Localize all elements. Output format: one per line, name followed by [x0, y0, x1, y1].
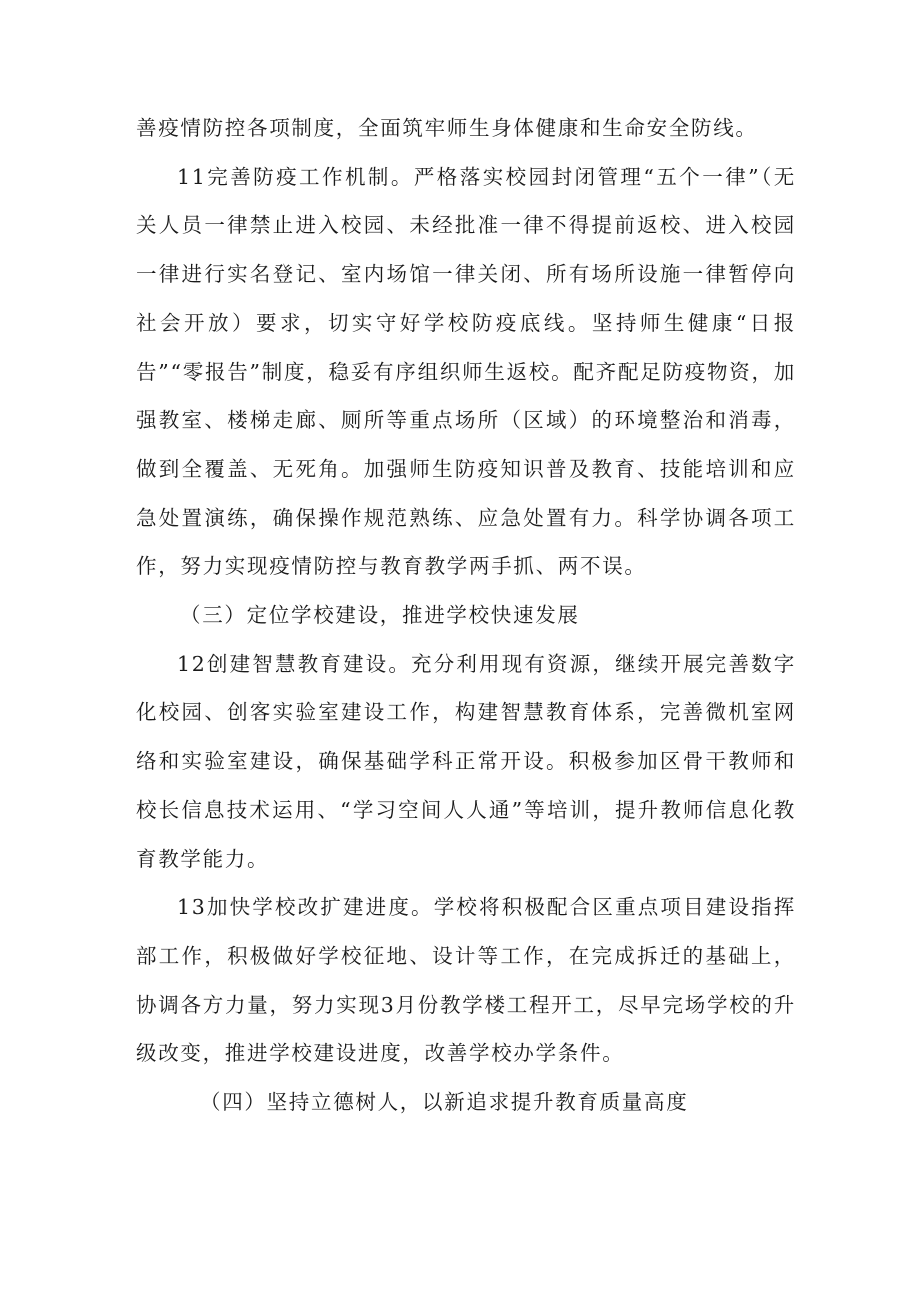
paragraph-item-12: 12创建智慧教育建设。充分利用现有资源，继续开展完善数字化校园、创客实验室建设工作，构建智慧教育体系，完善微机室网络和实验室建设，确保基础学科正常开设。积极参加区骨干教师和校长信息技术运用、“学习空间人人通”等培训，提升教师信息化教育教学能力。 [136, 651, 796, 871]
paragraph-item-13: 13加快学校改扩建进度。学校将积极配合区重点项目建设指挥部工作，积极做好学校征地、设计等工作，在完成拆迁的基础上，协调各方力量，努力实现3月份教学楼工程开工，尽早完场学校的升级改变，推进学校建设进度，改善学校办学条件。 [136, 895, 796, 1066]
paragraph-item-11: 11完善防疫工作机制。严格落实校园封闭管理“五个一律”（无关人员一律禁止进入校园、未经批准一律不得提前返校、进入校园一律进行实名登记、室内场馆一律关闭、所有场所设施一律暂停向社会开放）要求，切实守好学校防疫底线。坚持师生健康“日报告”“零报告”制度，稳妥有序组织师生返校。配齐配足防疫物资，加强教室、楼梯走廊、厕所等重点场所（区域）的环境整治和消毒，做到全覆盖、无死角。加强师生防疫知识普及教育、技能培训和应急处置演练，确保操作规范熟练、应急处置有力。科学协调各项工作，努力实现疫情防控与教育教学两手抓、两不误。 [136, 164, 796, 579]
document-body [136, 104, 796, 1127]
section-heading-three: （三）定位学校建设，推进学校快速发展 [180, 603, 580, 628]
paragraph-continuation: 善疫情防控各项制度，全面筑牢师生身体健康和生命安全防线。 [136, 116, 758, 140]
section-heading-four: （四）坚持立德树人，以新追求提升教育质量高度 [200, 1090, 689, 1115]
